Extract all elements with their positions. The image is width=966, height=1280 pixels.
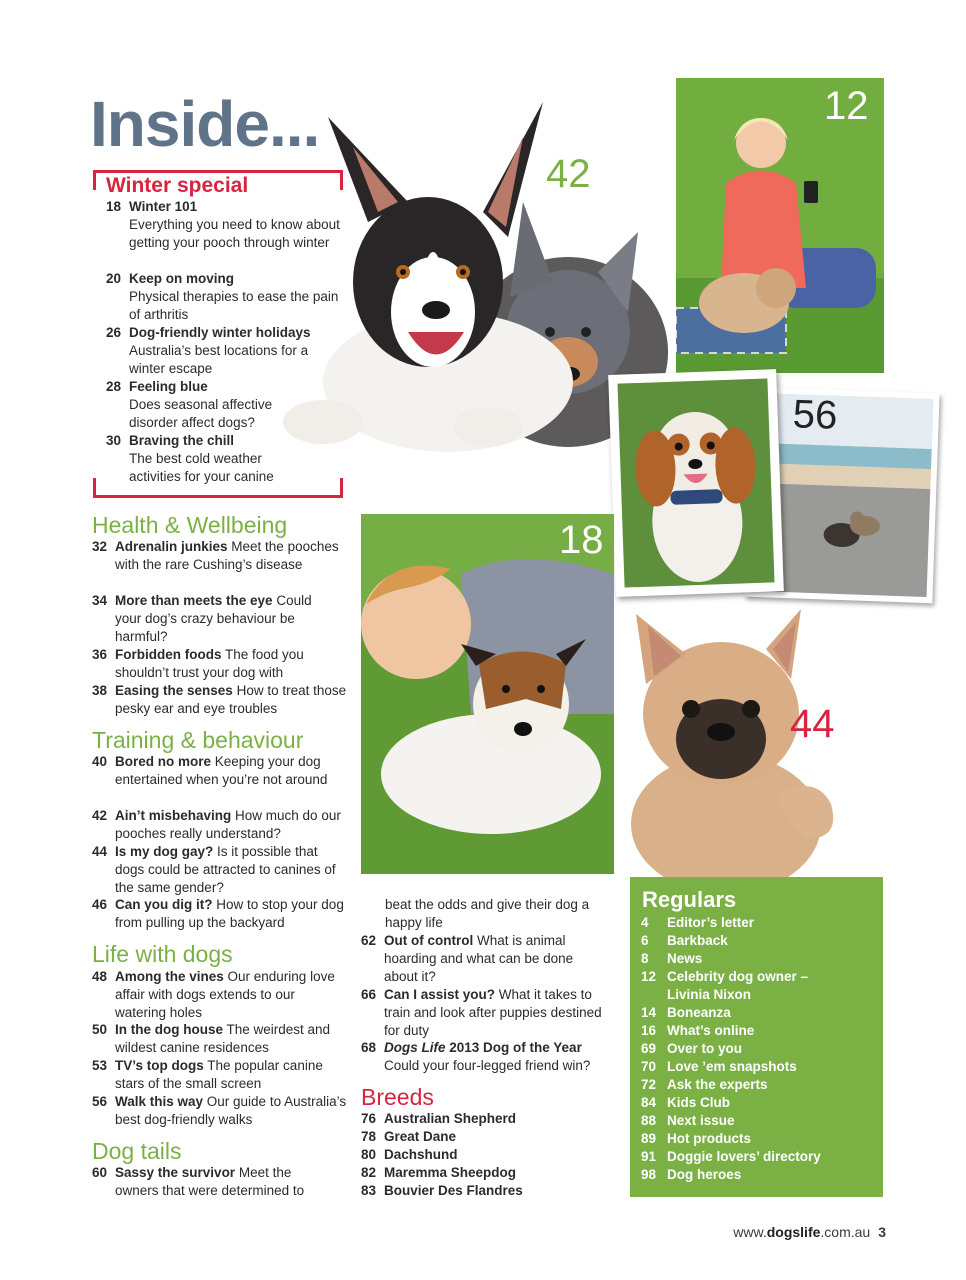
entry-heading: Out of control [384, 933, 474, 948]
breed-entry[interactable] [361, 1110, 581, 1128]
entry-heading: Sassy the survivor [115, 1165, 236, 1180]
regular-page-number: 14 [641, 1005, 657, 1020]
entry-page-number: 38 [92, 683, 108, 698]
section-heading-training: Training & behaviour [92, 727, 304, 753]
contents-entry[interactable] [92, 1057, 342, 1093]
page-title: Inside... [90, 88, 320, 160]
entry-heading: TV’s top dogs [115, 1058, 204, 1073]
regular-label: What’s online [667, 1023, 755, 1038]
regular-page-number: 88 [641, 1113, 657, 1128]
entry-page-number: 62 [361, 933, 377, 948]
entry-description: What it takes to train and look after puppies destined for duty [384, 987, 602, 1038]
entry-heading: Can you dig it? [115, 897, 213, 912]
url-brand: dogslife [766, 1224, 821, 1240]
entry-description: How much do our pooches really understand? [115, 808, 341, 841]
entry-description: Physical therapies to ease the pain of arthritis [129, 289, 339, 322]
entry-heading: Braving the chill [129, 433, 235, 448]
entry-heading: More than meets the eye [115, 593, 273, 608]
footer-url[interactable] [733, 1224, 870, 1240]
regular-label: Editor’s letter [667, 915, 755, 930]
regular-item[interactable] [641, 1040, 743, 1058]
section-heading-health: Health & Wellbeing [92, 512, 288, 538]
entry-page-number: 78 [361, 1129, 377, 1144]
cavalier-illustration [608, 369, 784, 597]
url-prefix: www. [733, 1224, 767, 1240]
regular-page-number: 89 [641, 1131, 657, 1146]
contents-entry[interactable] [92, 646, 347, 682]
page-number-56: 56 [792, 392, 839, 438]
celebrity-photo [676, 78, 884, 373]
breed-name: Maremma Sheepdog [384, 1165, 517, 1180]
entry-description: Our enduring love affair with dogs extends to our watering holes [115, 969, 335, 1020]
entry-description: How to stop your dog from pulling up the backyard [115, 897, 344, 930]
breed-name: Australian Shepherd [384, 1111, 517, 1126]
entry-page-number: 83 [361, 1183, 377, 1198]
regular-label: Hot products [667, 1131, 751, 1146]
entry-page-number: 44 [92, 844, 108, 859]
contents-entry[interactable] [92, 968, 347, 1022]
entry-heading: Winter 101 [129, 199, 198, 214]
entry-description: What is animal hoarding and what can be done about it? [384, 933, 574, 984]
entry-description: The best cold weather activities for your canine [129, 451, 274, 484]
boy-dog-illustration [361, 514, 614, 874]
entry-heading: 2013 Dog of the Year [445, 1040, 582, 1055]
breed-name: Bouvier Des Flandres [384, 1183, 523, 1198]
contents-entry[interactable] [92, 807, 347, 843]
entry-description: Australia’s best locations for a winter escape [129, 343, 309, 376]
entry-heading-italic: Dogs Life [384, 1040, 446, 1055]
regular-item[interactable] [641, 1004, 731, 1022]
cavalier-photo [608, 369, 784, 597]
contents-entry[interactable] [361, 986, 606, 1040]
page-number-18: 18 [559, 518, 604, 562]
entry-page-number: 48 [92, 969, 108, 984]
contents-entry[interactable] [92, 592, 332, 646]
entry-page-number: 53 [92, 1058, 108, 1073]
entry-page-number: 28 [106, 379, 122, 394]
regular-label: Next issue [667, 1113, 735, 1128]
regular-page-number: 84 [641, 1095, 657, 1110]
page-number-44: 44 [790, 702, 835, 746]
regular-page-number: 16 [641, 1023, 657, 1038]
regular-page-number: 8 [641, 951, 649, 966]
contents-entry[interactable] [361, 1039, 616, 1075]
entry-description: Meet the owners that were determined to [115, 1165, 305, 1198]
entry-heading: Walk this way [115, 1094, 204, 1109]
entry-page-number: 60 [92, 1165, 108, 1180]
entry-heading: Can I assist you? [384, 987, 496, 1002]
breed-entry[interactable] [361, 1164, 581, 1182]
entry-page-number: 82 [361, 1165, 377, 1180]
entry-heading: Among the vines [115, 969, 224, 984]
frenchie-illustration [626, 604, 886, 878]
section-heading-tails: Dog tails [92, 1138, 182, 1164]
entry-heading: Forbidden foods [115, 647, 222, 662]
entry-description: Everything you need to know about getting your pooch through winter [129, 217, 340, 250]
folio-page-number: 3 [878, 1224, 886, 1240]
entry-page-number: 20 [106, 271, 122, 286]
entry-heading: Adrenalin junkies [115, 539, 228, 554]
entry-page-number: 50 [92, 1022, 108, 1037]
entry-description-continued: beat the odds and give their dog a happy life [385, 897, 590, 930]
regular-page-number: 12 [641, 969, 657, 984]
page-number-42: 42 [546, 152, 591, 196]
entry-page-number: 80 [361, 1147, 377, 1162]
regular-item[interactable] [641, 1022, 755, 1040]
entry-description: The weirdest and wildest canine residences [115, 1022, 331, 1055]
regular-item[interactable] [641, 1094, 730, 1112]
contents-entry[interactable] [92, 1093, 347, 1129]
entry-heading: Dog-friendly winter holidays [129, 325, 311, 340]
regular-page-number: 6 [641, 933, 649, 948]
entry-page-number: 56 [92, 1094, 108, 1109]
regular-item[interactable] [641, 1148, 821, 1166]
entry-heading: Feeling blue [129, 379, 208, 394]
entry-page-number: 30 [106, 433, 122, 448]
regular-item[interactable] [641, 1112, 735, 1130]
contents-entry[interactable] [92, 1021, 347, 1057]
regular-label: News [667, 951, 703, 966]
regular-page-number: 69 [641, 1041, 657, 1056]
regular-label: Celebrity dog owner – Livinia Nixon [667, 969, 809, 1002]
entry-heading: Bored no more [115, 754, 212, 769]
entry-description: The popular canine stars of the small screen [115, 1058, 323, 1091]
entry-heading: Keep on moving [129, 271, 235, 286]
entry-description: Keeping your dog entertained when you’re not around [115, 754, 328, 787]
regular-page-number: 4 [641, 915, 649, 930]
section-heading-breeds: Breeds [361, 1084, 434, 1110]
contents-entry[interactable] [92, 1164, 332, 1200]
regular-item[interactable] [641, 1130, 751, 1148]
entry-description: Could your four-legged friend win? [384, 1058, 591, 1073]
contents-entry[interactable] [92, 538, 347, 574]
regular-item[interactable] [641, 1166, 742, 1184]
frenchie-photo [626, 604, 886, 878]
contents-entry[interactable] [92, 753, 342, 789]
entry-page-number: 36 [92, 647, 108, 662]
regular-label: Doggie lovers’ directory [667, 1149, 821, 1164]
entry-description: Does seasonal affective disorder affect dogs? [129, 397, 273, 430]
regular-label: Boneanza [667, 1005, 731, 1020]
regular-label: Kids Club [667, 1095, 730, 1110]
regular-item[interactable] [641, 950, 703, 968]
entry-description: Our guide to Australia’s best dog-friendly walks [115, 1094, 347, 1127]
url-suffix: .com.au [820, 1224, 871, 1240]
regular-label: Ask the experts [667, 1077, 768, 1092]
entry-description: Is it possible that dogs could be attracted to canines of the same gender? [115, 844, 336, 895]
contents-entry[interactable] [92, 896, 347, 932]
footer [733, 1224, 886, 1240]
regular-item[interactable] [641, 968, 809, 1002]
regular-label: Love ’em snapshots [667, 1059, 797, 1074]
regular-item[interactable] [641, 914, 755, 932]
entry-description: Meet the pooches with the rare Cushing’s disease [115, 539, 339, 572]
regulars-heading: Regulars [642, 887, 737, 912]
entry-description: How to treat those pesky ear and eye troubles [115, 683, 347, 716]
entry-description: Could your dog’s crazy behaviour be harmful? [115, 593, 312, 644]
entry-page-number: 18 [106, 199, 122, 214]
contents-entry[interactable] [92, 682, 347, 718]
breed-entry[interactable] [361, 1128, 581, 1146]
breed-entry[interactable] [361, 1146, 581, 1164]
regular-label: Over to you [667, 1041, 743, 1056]
entry-page-number: 76 [361, 1111, 377, 1126]
regular-label: Barkback [667, 933, 728, 948]
entry-page-number: 42 [92, 808, 108, 823]
winter-special-heading: Winter special [106, 174, 249, 197]
entry-continuation [385, 896, 610, 932]
entry-heading: In the dog house [115, 1022, 223, 1037]
regular-item[interactable] [641, 1076, 768, 1094]
entry-page-number: 26 [106, 325, 122, 340]
entry-page-number: 34 [92, 593, 108, 608]
section-heading-life: Life with dogs [92, 941, 233, 967]
entry-heading: Easing the senses [115, 683, 233, 698]
entry-page-number: 68 [361, 1040, 377, 1055]
page-number-12: 12 [824, 84, 869, 128]
entry-heading: Is my dog gay? [115, 844, 214, 859]
entry-description: The food you shouldn’t trust your dog with [115, 647, 304, 680]
regular-page-number: 70 [641, 1059, 657, 1074]
entry-page-number: 32 [92, 539, 108, 554]
entry-heading: Ain’t misbehaving [115, 808, 232, 823]
regular-page-number: 91 [641, 1149, 657, 1164]
regular-page-number: 98 [641, 1167, 657, 1182]
boy-dog-photo [361, 514, 614, 874]
regular-item[interactable] [641, 1058, 797, 1076]
breed-name: Great Dane [384, 1129, 457, 1144]
regular-item[interactable] [641, 932, 728, 950]
entry-page-number: 66 [361, 987, 377, 1002]
entry-page-number: 46 [92, 897, 108, 912]
breed-entry[interactable] [361, 1182, 581, 1200]
breed-name: Dachshund [384, 1147, 458, 1162]
regular-page-number: 72 [641, 1077, 657, 1092]
regulars-panel [630, 877, 883, 1197]
contents-entry[interactable] [92, 843, 347, 897]
entry-page-number: 40 [92, 754, 108, 769]
regular-label: Dog heroes [667, 1167, 742, 1182]
contents-entry[interactable] [361, 932, 606, 986]
